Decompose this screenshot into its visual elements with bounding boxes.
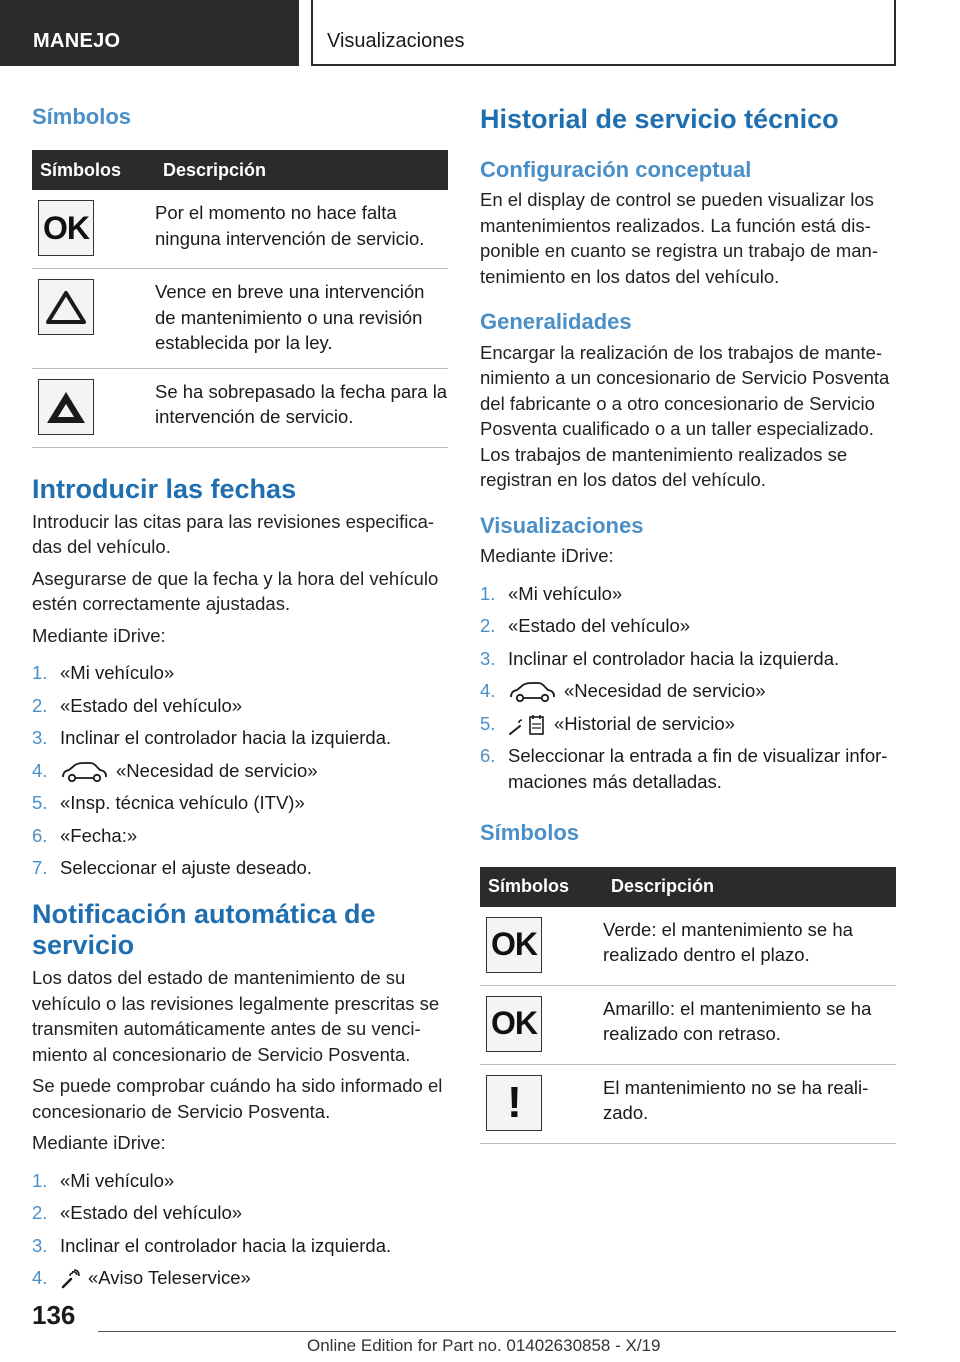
list-item: 2. «Estado del vehículo» — [32, 1202, 243, 1224]
section-title: MANEJO — [33, 30, 121, 52]
list-item: 3. Inclinar el controlador hacia la izquierda. — [32, 727, 392, 749]
symbol-description: El mantenimiento no se ha realizado. — [603, 1064, 896, 1143]
exclamation-symbol-icon: ! — [486, 1075, 542, 1131]
ok-green-symbol-icon: OK — [486, 917, 542, 973]
service-history-icon — [508, 714, 546, 736]
visualizations-heading: Visualizaciones — [480, 512, 644, 538]
list-item: 3. Inclinar el controlador hacia la izquierda. — [32, 1234, 392, 1256]
list-item: 4. «Necesidad de servicio» — [480, 678, 896, 704]
list-item: 2. «Estado del vehículo» — [480, 615, 691, 637]
concept-paragraph: En el display de control se pueden visualizar los mantenimientos realizados. La función está disponible en cuanto se registra un trabajo de mantenimiento en los datos del vehículo. — [480, 189, 879, 287]
symbol-description: Por el momento no hace falta ninguna intervención de servicio. — [155, 190, 448, 269]
teleservice-wrench-icon — [60, 1269, 80, 1289]
symbol-description: Vence en breve una intervención de mantenimiento o una revisión establecida por la ley. — [155, 269, 448, 369]
table-row — [480, 985, 896, 1064]
right-column — [480, 100, 896, 1144]
general-paragraph: Encargar la realización de los trabajos de mantenimiento a un concesionario de Servicio Posventa del fabricante o a otro concesionario de Servicio Posventa cualificado o a un taller especializado. Los trabajos de mantenimiento realizados se registran en los datos del vehículo. — [480, 341, 890, 491]
intro-paragraph: Introducir las citas para las revisiones especificadas del vehículo. — [32, 510, 435, 558]
chapter-tab — [311, 0, 896, 66]
history-heading: Historial de servicio técnico — [480, 104, 839, 134]
warning-triangle-icon — [38, 279, 94, 335]
footer-divider — [98, 1331, 896, 1332]
list-item: 6. Seleccionar la entrada a fin de visualizar informaciones más detalladas. — [480, 745, 888, 792]
symbol-description: Verde: el mantenimiento se ha realizado dentro el plazo. — [603, 907, 896, 986]
table-row — [32, 269, 448, 369]
table-row — [480, 1064, 896, 1143]
notification-steps — [32, 1168, 448, 1291]
notification-paragraph: Se puede comprobar cuándo ha sido informado el concesionario de Servicio Posventa. — [32, 1075, 443, 1122]
chapter-title: Visualizaciones — [327, 30, 465, 52]
filled-warning-triangle-icon — [38, 379, 94, 435]
table-row — [32, 368, 448, 447]
intro-heading: Introducir las fechas — [32, 473, 297, 504]
table-header-symbols: Símbolos — [32, 150, 155, 190]
table-header-description: Descripción — [155, 150, 448, 190]
list-item: 1. «Mi vehículo» — [480, 582, 623, 604]
table-row — [32, 190, 448, 269]
list-item: 7. Seleccionar el ajuste deseado. — [32, 857, 312, 879]
footer-edition: Online Edition for Part no. 01402630858 - X/19 — [307, 1336, 661, 1355]
ok-symbol-icon: OK — [38, 200, 94, 256]
general-heading: Generalidades — [480, 309, 632, 335]
list-item: 5. «Historial de servicio» — [480, 711, 896, 737]
notification-heading: Notificación automática de servicio — [32, 898, 376, 960]
symbol-description: Se ha sobrepasado la fecha para la intervención de servicio. — [155, 368, 448, 447]
list-item: 2. «Estado del vehículo» — [32, 694, 243, 716]
concept-heading: Configuración conceptual — [480, 157, 752, 183]
symbols-table — [32, 150, 448, 448]
car-service-icon — [508, 681, 556, 703]
table-header-description: Descripción — [603, 867, 896, 907]
table-header-symbols: Símbolos — [480, 867, 603, 907]
section-tab — [0, 0, 299, 66]
page-number: 136 — [32, 1300, 76, 1330]
intro-paragraph: Mediante iDrive: — [32, 624, 166, 646]
symbols-table — [480, 867, 896, 1144]
symbols-heading: Símbolos — [480, 820, 580, 846]
list-item: 1. «Mi vehículo» — [32, 662, 175, 684]
ok-yellow-symbol-icon: OK — [486, 996, 542, 1052]
notification-paragraph: Los datos del estado de mantenimiento de su vehículo o las revisiones legalmente prescritas se transmiten automáticamente antes de su vencimiento al concesionario de Servicio Posventa. — [32, 967, 440, 1065]
car-service-icon — [60, 761, 108, 783]
intro-paragraph: Asegurarse de que la fecha y la hora del vehículo estén correctamente ajustadas. — [32, 567, 439, 615]
visualizations-steps — [480, 581, 896, 795]
symbol-description: Amarillo: el mantenimiento se ha realizado con retraso. — [603, 985, 896, 1064]
notification-paragraph: Mediante iDrive: — [32, 1132, 166, 1154]
list-item: 4. «Aviso Teleservice» — [32, 1267, 251, 1289]
list-item: 3. Inclinar el controlador hacia la izquierda. — [480, 647, 840, 669]
left-column — [32, 100, 448, 1298]
visualizations-paragraph: Mediante iDrive: — [480, 545, 614, 567]
symbols-heading: Símbolos — [32, 104, 132, 129]
table-row — [480, 907, 896, 986]
intro-steps — [32, 660, 448, 881]
list-item: 4. «Necesidad de servicio» — [32, 758, 448, 784]
list-item: 1. «Mi vehículo» — [32, 1169, 175, 1191]
list-item: 6. «Fecha:» — [32, 824, 138, 846]
list-item: 5. «Insp. técnica vehículo (ITV)» — [32, 792, 305, 814]
